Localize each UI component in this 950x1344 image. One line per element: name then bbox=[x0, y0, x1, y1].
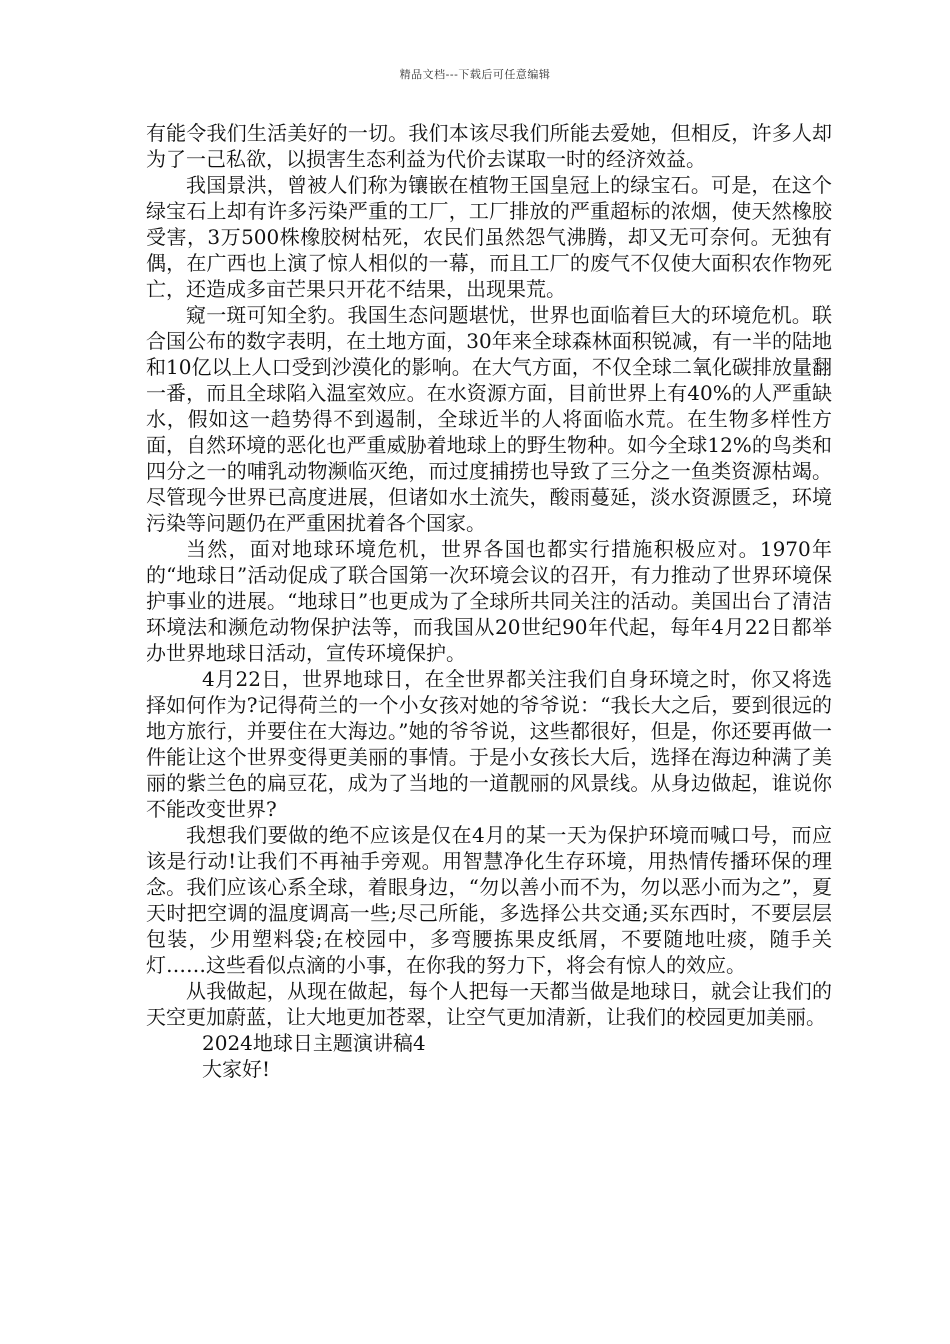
page-header: 精品文档---下载后可任意编辑 bbox=[399, 68, 551, 81]
paragraph-5: 4月22日，世界地球日，在全世界都关注我们自身环境之时，你又将选择如何作为?记得荷兰的一个小女孩对她的爷爷说：“我长大之后，要到很远的地方旅行，并要住在大海边。”她的爷爷说，这些都很好，但是，你还要再做一件能让这个世界变得更美丽的事情。于是小女孩长大后，选择在海边种满了美丽的紫兰色的扁豆花，成为了当地的一道靓丽的风景线。从身边做起，谁说你不能改变世界? bbox=[146, 667, 832, 821]
document-body bbox=[146, 120, 832, 1082]
paragraph-3: 窥一斑可知全豹。我国生态问题堪忧，世界也面临着巨大的环境危机。联合国公布的数字表明，在土地方面，30年来全球森林面积锐减，有一半的陆地和10亿以上人口受到沙漠化的影响。在大气方面，不仅全球二氧化碳排放量翻一番，而且全球陷入温室效应。在水资源方面，目前世界上有40%的人严重缺水，假如这一趋势得不到遏制，全球近半的人将面临水荒。在生物多样性方面，自然环境的恶化也严重威胁着地球上的野生物种。如今全球12%的鸟类和四分之一的哺乳动物濒临灭绝，而过度捕捞也导致了三分之一鱼类资源枯竭。尽管现今世界已高度进展，但诸如水土流失，酸雨蔓延，淡水资源匮乏，环境污染等问题仍在严重困扰着各个国家。 bbox=[146, 303, 832, 535]
paragraph-4: 当然，面对地球环境危机，世界各国也都实行措施积极应对。1970年的“地球日”活动促成了联合国第一次环境会议的召开，有力推动了世界环境保护事业的进展。“地球日”也更成为了全球所共同关注的活动。美国出台了清洁环境法和濒危动物保护法等，而我国从20世纪90年代起，每年4月22日都举办世界地球日活动，宣传环境保护。 bbox=[146, 537, 832, 665]
greeting: 大家好! bbox=[202, 1057, 271, 1081]
paragraph-1: 有能令我们生活美好的一切。我们本该尽我们所能去爱她，但相反，许多人却为了一己私欲，以损害生态利益为代价去谋取一时的经济效益。 bbox=[146, 121, 832, 171]
paragraph-6: 我想我们要做的绝不应该是仅在4月的某一天为保护环境而喊口号，而应该是行动!让我们不再袖手旁观。用智慧净化生存环境，用热情传播环保的理念。我们应该心系全球，着眼身边，“勿以善小而不为，勿以恶小而为之”，夏天时把空调的温度调高一些;尽己所能，多选择公共交通;买东西时，不要层层包装，少用塑料袋;在校园中，多弯腰拣果皮纸屑，不要随地吐痰，随手关灯……这些看似点滴的小事，在你我的努力下，将会有惊人的效应。 bbox=[146, 823, 832, 977]
paragraph-7: 从我做起，从现在做起，每个人把每一天都当做是地球日，就会让我们的天空更加蔚蓝，让大地更加苍翠，让空气更加清新，让我们的校园更加美丽。 bbox=[146, 979, 832, 1029]
paragraph-2: 我国景洪，曾被人们称为镶嵌在植物王国皇冠上的绿宝石。可是，在这个绿宝石上却有许多污染严重的工厂，工厂排放的严重超标的浓烟，使天然橡胶受害，3万500株橡胶树枯死，农民们虽然怨气沸腾，却又无可奈何。无独有偶，在广西也上演了惊人相似的一幕，而且工厂的废气不仅使大面积农作物死亡，还造成多亩芒果只开花不结果，出现果荒。 bbox=[146, 173, 832, 301]
section-heading: 2024地球日主题演讲稿4 bbox=[202, 1031, 426, 1055]
